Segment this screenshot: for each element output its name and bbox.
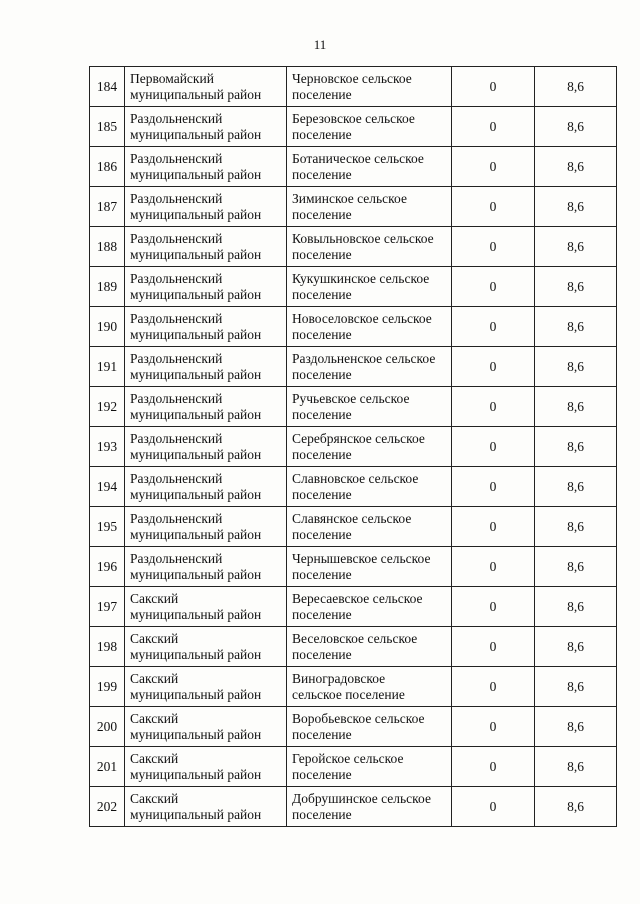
settlement-name: Вересаевское сельское [292,590,423,606]
value-rate-cell: 8,6 [535,307,617,347]
row-number: 191 [90,347,125,387]
settlement-name: Виноградовское [292,670,386,686]
district-cell [125,107,287,147]
settlement-type: поселение [292,806,352,822]
settlement-cell [287,107,452,147]
district-name: Сакский [130,790,179,806]
district-type: муниципальный район [130,566,262,582]
district-cell [125,427,287,467]
table-row [90,107,617,147]
value-rate-cell: 8,6 [535,387,617,427]
district-name: Раздольненский [130,390,223,406]
table-body [90,67,617,827]
settlement-name: Серебрянское сельское [292,430,425,446]
table-row [90,227,617,267]
settlement-name: Добрушинское сельское [292,790,431,806]
row-number: 188 [90,227,125,267]
table-row [90,507,617,547]
table-row [90,67,617,107]
district-name: Раздольненский [130,230,223,246]
value-zero-cell: 0 [452,627,535,667]
table-row [90,347,617,387]
district-cell [125,587,287,627]
district-type: муниципальный район [130,366,262,382]
district-type: муниципальный район [130,606,262,622]
settlement-name: Геройское сельское [292,750,404,766]
district-name: Раздольненский [130,310,223,326]
row-number: 192 [90,387,125,427]
settlement-cell [287,467,452,507]
table-row [90,267,617,307]
row-number: 186 [90,147,125,187]
table-row [90,187,617,227]
value-rate-cell: 8,6 [535,627,617,667]
row-number: 189 [90,267,125,307]
district-cell [125,187,287,227]
district-type: муниципальный район [130,286,262,302]
settlement-type: поселение [292,606,352,622]
district-cell [125,227,287,267]
district-type: муниципальный район [130,806,262,822]
settlement-type: сельское поселение [292,686,405,702]
district-cell [125,147,287,187]
settlement-cell [287,347,452,387]
settlement-type: поселение [292,126,352,142]
settlement-type: поселение [292,446,352,462]
settlement-name: Кукушкинское сельское [292,270,430,286]
settlement-type: поселение [292,326,352,342]
row-number: 197 [90,587,125,627]
district-cell [125,347,287,387]
district-name: Раздольненский [130,270,223,286]
value-rate-cell: 8,6 [535,427,617,467]
settlement-name: Славянское сельское [292,510,412,526]
district-name: Раздольненский [130,350,223,366]
settlement-cell [287,507,452,547]
value-zero-cell: 0 [452,427,535,467]
row-number: 187 [90,187,125,227]
table-row [90,547,617,587]
settlement-type: поселение [292,486,352,502]
district-name: Раздольненский [130,190,223,206]
settlement-name: Ковыльновское сельское [292,230,434,246]
settlement-cell [287,547,452,587]
district-type: муниципальный район [130,406,262,422]
row-number: 200 [90,707,125,747]
row-number: 185 [90,107,125,147]
district-name: Раздольненский [130,510,223,526]
district-type: муниципальный район [130,766,262,782]
value-zero-cell: 0 [452,667,535,707]
table-row [90,467,617,507]
settlement-type: поселение [292,366,352,382]
settlement-name: Веселовское сельское [292,630,418,646]
value-zero-cell: 0 [452,547,535,587]
settlement-name: Воробьевское сельское [292,710,425,726]
value-rate-cell: 8,6 [535,347,617,387]
district-name: Раздольненский [130,110,223,126]
table-row [90,307,617,347]
district-name: Раздольненский [130,470,223,486]
district-cell [125,307,287,347]
value-rate-cell: 8,6 [535,787,617,827]
table-row [90,427,617,467]
district-name: Сакский [130,630,179,646]
value-rate-cell: 8,6 [535,227,617,267]
settlement-type: поселение [292,526,352,542]
page-number: 11 [313,37,327,52]
settlement-cell [287,307,452,347]
value-rate-cell: 8,6 [535,67,617,107]
table-row [90,747,617,787]
district-cell [125,467,287,507]
settlement-type: поселение [292,166,352,182]
value-zero-cell: 0 [452,587,535,627]
settlements-table [89,66,617,827]
settlement-name: Черновское сельское [292,70,412,86]
settlement-cell [287,427,452,467]
settlement-type: поселение [292,766,352,782]
district-cell [125,627,287,667]
value-zero-cell: 0 [452,107,535,147]
settlement-cell [287,387,452,427]
row-number: 193 [90,427,125,467]
row-number: 184 [90,67,125,107]
value-zero-cell: 0 [452,387,535,427]
district-type: муниципальный район [130,446,262,462]
settlement-cell [287,747,452,787]
district-type: муниципальный район [130,206,262,222]
district-type: муниципальный район [130,726,262,742]
settlement-cell [287,227,452,267]
settlement-name: Славновское сельское [292,470,419,486]
settlement-type: поселение [292,726,352,742]
row-number: 190 [90,307,125,347]
settlement-name: Ботаническое сельское [292,150,424,166]
district-name: Сакский [130,750,179,766]
value-rate-cell: 8,6 [535,107,617,147]
table-row [90,707,617,747]
value-zero-cell: 0 [452,707,535,747]
district-cell [125,667,287,707]
district-name: Раздольненский [130,150,223,166]
value-rate-cell: 8,6 [535,587,617,627]
row-number: 195 [90,507,125,547]
district-type: муниципальный район [130,526,262,542]
settlement-type: поселение [292,86,352,102]
value-zero-cell: 0 [452,187,535,227]
settlement-name: Ручьевское сельское [292,390,410,406]
settlement-cell [287,67,452,107]
district-type: муниципальный район [130,166,262,182]
district-cell [125,267,287,307]
settlement-name: Новоселовское сельское [292,310,432,326]
district-cell [125,67,287,107]
value-zero-cell: 0 [452,467,535,507]
district-cell [125,387,287,427]
value-rate-cell: 8,6 [535,547,617,587]
settlement-cell [287,627,452,667]
table-row [90,387,617,427]
district-name: Сакский [130,590,179,606]
district-type: муниципальный район [130,246,262,262]
district-type: муниципальный район [130,86,262,102]
settlement-name: Зиминское сельское [292,190,407,206]
value-zero-cell: 0 [452,147,535,187]
district-type: муниципальный район [130,486,262,502]
value-zero-cell: 0 [452,787,535,827]
value-rate-cell: 8,6 [535,467,617,507]
row-number: 202 [90,787,125,827]
row-number: 196 [90,547,125,587]
value-zero-cell: 0 [452,267,535,307]
district-name: Сакский [130,710,179,726]
value-rate-cell: 8,6 [535,747,617,787]
settlement-type: поселение [292,246,352,262]
district-type: муниципальный район [130,126,262,142]
settlement-cell [287,707,452,747]
settlement-type: поселение [292,406,352,422]
row-number: 194 [90,467,125,507]
district-type: муниципальный район [130,686,262,702]
value-zero-cell: 0 [452,307,535,347]
table-row [90,147,617,187]
settlement-type: поселение [292,646,352,662]
district-name: Раздольненский [130,550,223,566]
district-name: Раздольненский [130,430,223,446]
settlement-name: Раздольненское сельское [292,350,436,366]
row-number: 201 [90,747,125,787]
district-cell [125,787,287,827]
settlement-cell [287,667,452,707]
settlement-type: поселение [292,566,352,582]
value-rate-cell: 8,6 [535,267,617,307]
settlement-cell [287,147,452,187]
district-type: муниципальный район [130,646,262,662]
table-row [90,787,617,827]
district-cell [125,747,287,787]
settlement-name: Чернышевское сельское [292,550,431,566]
value-zero-cell: 0 [452,747,535,787]
district-type: муниципальный район [130,326,262,342]
settlement-cell [287,187,452,227]
district-cell [125,507,287,547]
value-zero-cell: 0 [452,507,535,547]
value-zero-cell: 0 [452,67,535,107]
value-zero-cell: 0 [452,227,535,267]
value-rate-cell: 8,6 [535,187,617,227]
settlement-name: Березовское сельское [292,110,415,126]
value-zero-cell: 0 [452,347,535,387]
value-rate-cell: 8,6 [535,707,617,747]
row-number: 199 [90,667,125,707]
value-rate-cell: 8,6 [535,147,617,187]
settlement-cell [287,267,452,307]
table-row [90,587,617,627]
settlement-cell [287,587,452,627]
district-cell [125,707,287,747]
district-name: Первомайский [130,70,214,86]
settlement-type: поселение [292,206,352,222]
row-number: 198 [90,627,125,667]
value-rate-cell: 8,6 [535,667,617,707]
district-cell [125,547,287,587]
settlement-cell [287,787,452,827]
settlement-type: поселение [292,286,352,302]
table-row [90,667,617,707]
table-row [90,627,617,667]
district-name: Сакский [130,670,179,686]
value-rate-cell: 8,6 [535,507,617,547]
